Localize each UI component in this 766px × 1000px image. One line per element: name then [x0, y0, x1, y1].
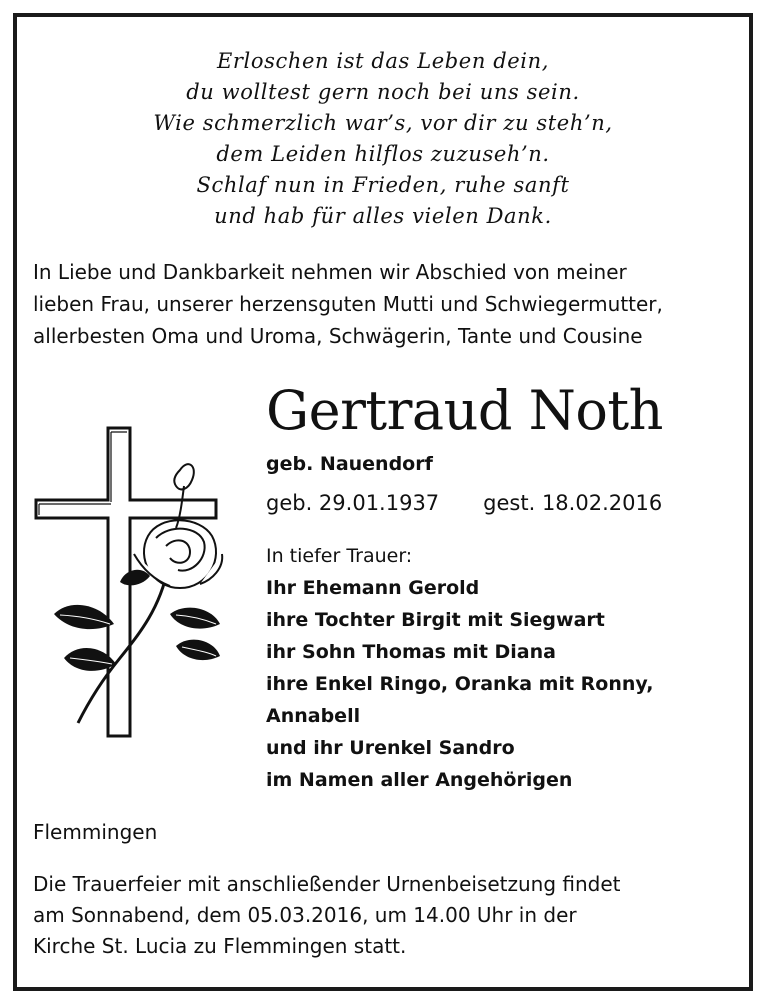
- mourner-line: ihre Enkel Ringo, Oranka mit Ronny,: [266, 673, 654, 695]
- poem-line: du wolltest gern noch bei uns sein.: [186, 80, 580, 104]
- birth-date: geb. 29.01.1937: [266, 491, 440, 515]
- poem-line: und hab für alles vielen Dank.: [214, 204, 552, 228]
- mourner-line: ihr Sohn Thomas mit Diana: [266, 641, 556, 663]
- maiden-name: geb. Nauendorf: [266, 453, 433, 475]
- mourner-line: ihre Tochter Birgit mit Siegwart: [266, 609, 605, 631]
- mourner-line: und ihr Urenkel Sandro: [266, 737, 515, 759]
- ceremony-line: Die Trauerfeier mit anschließender Urnenbeisetzung findet: [33, 872, 621, 896]
- mourner-line: Annabell: [266, 705, 361, 727]
- poem: [0, 46, 766, 232]
- intro-line: In Liebe und Dankbarkeit nehmen wir Abschied von meiner: [33, 260, 627, 284]
- ceremony-line: am Sonnabend, dem 05.03.2016, um 14.00 Uhr in der: [33, 903, 577, 927]
- poem-line: Schlaf nun in Frieden, ruhe sanft: [196, 173, 570, 197]
- ceremony-info: [33, 869, 621, 962]
- intro-line: allerbesten Oma und Uroma, Schwägerin, Tante und Cousine: [33, 324, 643, 348]
- poem-line: Erloschen ist das Leben dein,: [216, 49, 550, 73]
- mourner-line: im Namen aller Angehörigen: [266, 769, 573, 791]
- deceased-name: Gertraud Noth: [266, 379, 663, 442]
- ceremony-line: Kirche St. Lucia zu Flemmingen statt.: [33, 934, 407, 958]
- intro-line: lieben Frau, unserer herzensguten Mutti und Schwiegermutter,: [33, 292, 663, 316]
- cross-with-rose-icon: [30, 418, 230, 748]
- poem-line: Wie schmerzlich war’s, vor dir zu steh’n,: [153, 111, 613, 135]
- death-date: gest. 18.02.2016: [483, 491, 663, 515]
- farewell-intro: [33, 256, 743, 352]
- poem-line: dem Leiden hilflos zuzuseh’n.: [216, 142, 550, 166]
- life-dates: [266, 491, 662, 515]
- mourners-intro: In tiefer Trauer:: [266, 545, 413, 567]
- mourner-line: Ihr Ehemann Gerold: [266, 577, 480, 599]
- mourners-list: [266, 540, 654, 796]
- place-name: Flemmingen: [33, 820, 158, 844]
